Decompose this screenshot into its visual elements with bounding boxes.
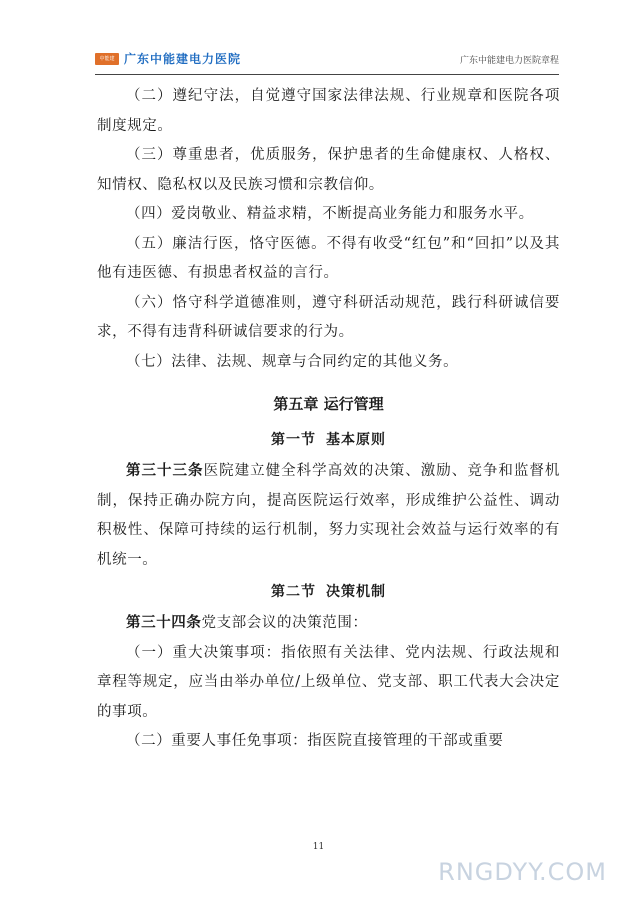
article-text: 医院建立健全科学高效的决策、激励、竞争和监督机制，保持正确办院方向，提高医院运行效率，形成维护公益性、调动积极性、保障可持续的运行机制，努力实现社会效益与运行效率的有机统一。: [97, 463, 560, 568]
article-label: 第三十三条: [126, 463, 204, 479]
document-body: [97, 82, 560, 757]
section-number: 第二节: [271, 584, 316, 600]
article-text: 党支部会议的决策范围：: [201, 615, 368, 631]
paragraph: （六）恪守科学道德准则，遵守科研活动规范，践行科研诚信要求，不得有违背科研诚信要求的行为。: [97, 294, 560, 340]
page-header: [95, 40, 559, 75]
article-paragraph: [97, 609, 560, 639]
paragraph: （二）重要人事任免事项：指医院直接管理的干部或重要: [126, 733, 504, 749]
document-title: 广东中能建电力医院章程: [459, 56, 559, 66]
paragraph: （二）遵纪守法，自觉遵守国家法律法规、行业规章和医院各项制度规定。: [97, 88, 560, 134]
paragraph: （三）尊重患者，优质服务，保护患者的生命健康权、人格权、知情权、隐私权以及民族习惯和宗教信仰。: [97, 147, 560, 193]
logo-text: 广东中能建电力医院: [124, 52, 242, 66]
chapter-heading: 第五章 运行管理: [273, 395, 384, 413]
paragraph: （七）法律、法规、规章与合同约定的其他义务。: [126, 353, 459, 370]
section-title: 基本原则: [326, 432, 386, 448]
logo-mark-icon: 中能建: [95, 53, 119, 65]
section-heading: [97, 577, 560, 607]
section-heading: [97, 425, 560, 455]
article-label: 第三十四条: [126, 615, 202, 631]
watermark: RNGDYY.COM: [438, 858, 607, 886]
paragraph: （四）爱岗敬业、精益求精，不断提高业务能力和服务水平。: [126, 206, 534, 222]
page-number: 11: [312, 842, 325, 852]
paragraph: （五）廉洁行医，恪守医德。不得有收受“红包”和“回扣”以及其他有违医德、有损患者权益的言行。: [97, 235, 560, 281]
paragraph: （一）重大决策事项：指依照有关法律、党内法规、行政法规和章程等规定，应当由举办单位/上级单位、党支部、职工代表大会决定的事项。: [97, 644, 560, 720]
article-paragraph: [97, 457, 560, 575]
section-number: 第一节: [271, 432, 316, 448]
hospital-logo: [95, 50, 241, 67]
section-title: 决策机制: [326, 584, 386, 600]
